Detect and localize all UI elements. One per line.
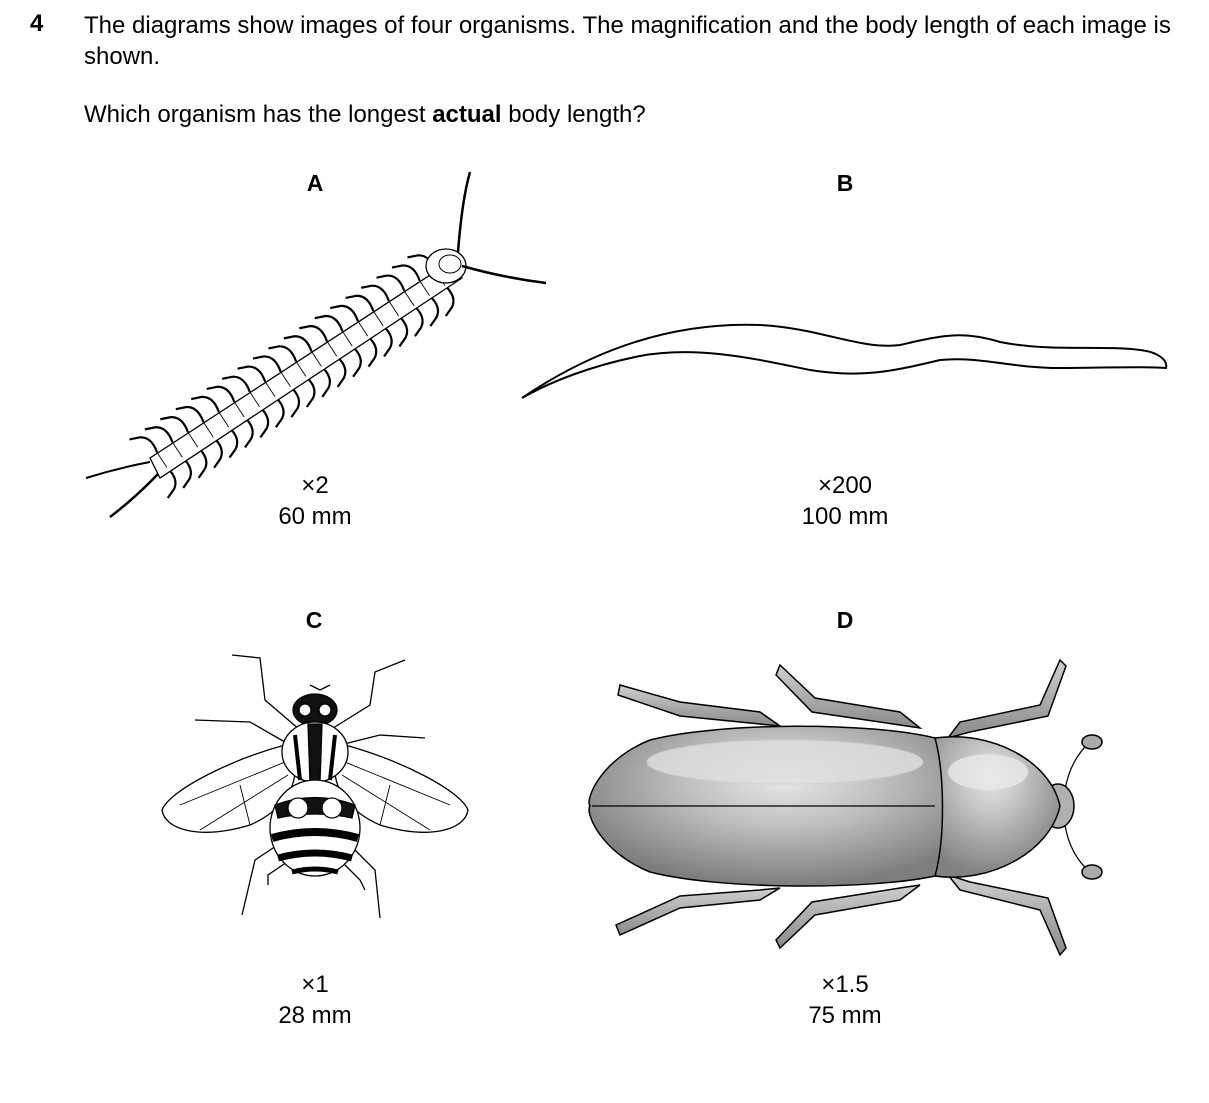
length-b: 100 mm: [801, 503, 889, 530]
length-d: 75 mm: [808, 1002, 882, 1029]
centipede-leg: [129, 437, 157, 452]
centipede-leg: [368, 336, 377, 367]
option-letter-d: D: [836, 607, 854, 633]
worm-drawing: [522, 325, 1166, 398]
prompt-bold: actual: [432, 101, 502, 128]
question-number: 4: [30, 10, 44, 37]
option-letter-a: A: [306, 170, 324, 196]
centipede-leg: [429, 296, 438, 327]
centipede-leg: [399, 316, 408, 347]
prompt-text-1: Which organism has the longest: [84, 101, 433, 128]
centipede-leg: [383, 326, 392, 357]
question-stem: The diagrams show images of four organisms. The magnification and the body length of each image is shown.: [84, 12, 1171, 70]
centipede-leg: [337, 356, 346, 387]
length-a: 60 mm: [278, 503, 352, 530]
length-c: 28 mm: [278, 1002, 352, 1029]
magnification-d: ×1.5: [821, 971, 869, 998]
centipede-antenna-1: [458, 172, 470, 252]
option-letter-c: C: [305, 607, 323, 633]
fly-drawing: [162, 655, 468, 918]
beetle-drawing: [589, 660, 1102, 955]
centipede-leg: [414, 306, 423, 337]
centipede-drawing: [86, 172, 546, 517]
centipede-antenna-2: [462, 266, 546, 283]
magnification-b: ×200: [817, 472, 873, 499]
magnification-a: ×2: [301, 472, 329, 499]
centipede-leg: [352, 346, 361, 377]
centipede-tail-leg-2: [110, 474, 158, 517]
centipede-tail-leg-1: [86, 462, 150, 478]
centipede-leg: [445, 286, 454, 317]
centipede-head: [426, 249, 466, 283]
option-letter-b: B: [836, 170, 854, 196]
prompt-text-2: body length?: [501, 101, 646, 128]
magnification-c: ×1: [301, 971, 329, 998]
